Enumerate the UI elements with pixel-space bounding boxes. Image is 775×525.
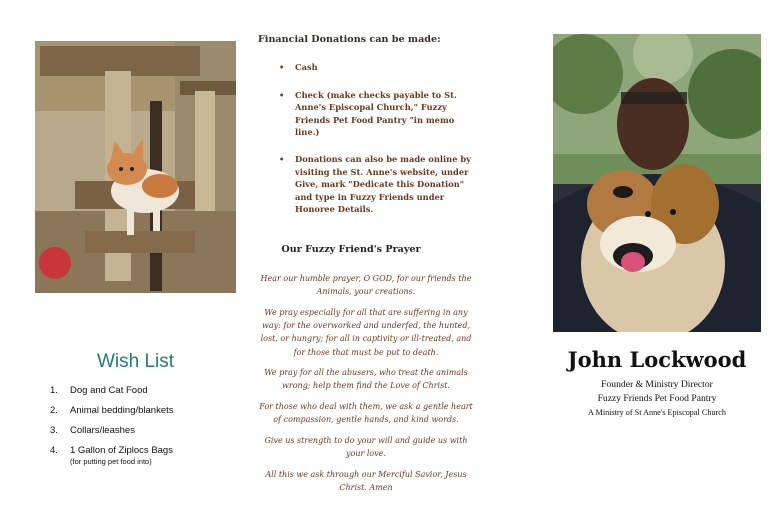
contact-ministry: A Ministry of St Anne's Episcopal Church <box>588 408 726 417</box>
prayer-body <box>256 272 476 501</box>
donation-option-text: Check (make checks payable to St. Anne's Episcopal Church," Fuzzy Friends Pet Food Pantry "in memo line.) <box>295 89 457 138</box>
list-item-text: Dog and Cat Food <box>70 385 148 396</box>
list-item-text: 1 Gallon of Ziplocs Bags <box>70 445 173 456</box>
list-item-number: 2. <box>50 405 58 416</box>
cat-photo <box>35 41 236 293</box>
prayer-paragraph: We pray especially for all that are suffering in any way: for the overworked and underfed, the hunted, lost, or hungry; for all in captivity or ill-treated, and for those that must be put to death. <box>260 307 472 357</box>
contact-org: Fuzzy Friends Pet Food Pantry <box>597 393 717 404</box>
list-item-text: Collars/leashes <box>70 425 135 436</box>
prayer-paragraph: Hear our humble prayer, O GOD, for our friends the Animals, your creations. <box>260 274 472 297</box>
list-item <box>50 425 174 437</box>
prayer-paragraph: We pray for all the abusers, who treat the animals wrong; help them find the Love of Christ. <box>264 368 468 391</box>
donation-option-cash <box>258 61 473 74</box>
donations-section <box>258 34 473 229</box>
list-item <box>50 385 174 397</box>
prayer-paragraph: For those who deal with them, we ask a gentle heart of compassion, gentle hands, and kind words. <box>259 401 473 425</box>
donations-list <box>258 61 473 216</box>
list-item <box>50 405 174 417</box>
bullet-icon: • <box>279 62 285 72</box>
list-item-number: 3. <box>50 425 58 436</box>
list-item-text: Animal bedding/blankets <box>70 405 174 416</box>
list-item-number: 1. <box>50 385 58 396</box>
contact-details <box>572 378 742 419</box>
donation-option-text: Donations can also be made online by visiting the St. Anne's website, under Give, mark "Dedicate this Donation" and type in Fuzzy Friends under Honoree Details. <box>295 153 472 215</box>
cat-on-cat-tree-photo-icon <box>35 41 236 293</box>
contact-name: John Lockwood <box>567 347 747 372</box>
donations-heading: Financial Donations can be made: <box>258 34 441 45</box>
donation-option-check <box>258 89 473 139</box>
donation-option-online <box>258 153 473 216</box>
list-item-note: (for putting pet food into) <box>70 457 152 466</box>
list-item-number: 4. <box>50 445 58 456</box>
wish-list <box>50 385 174 475</box>
donation-option-text: Cash <box>295 62 318 72</box>
bullet-icon: • <box>279 153 285 164</box>
man-dog-photo <box>553 34 761 332</box>
wish-list-title: Wish List <box>96 351 175 372</box>
bullet-icon: • <box>279 89 285 100</box>
contact-title: Founder & Ministry Director <box>601 379 713 390</box>
prayer-title: Our Fuzzy Friend's Prayer <box>281 244 421 255</box>
list-item <box>50 445 174 467</box>
prayer-paragraph: All this we ask through our Merciful Savior, Jesus Christ. Amen <box>265 469 467 492</box>
prayer-paragraph: Give us strength to do your will and guide us with your love. <box>264 435 468 459</box>
man-with-dog-photo-icon <box>553 34 761 332</box>
